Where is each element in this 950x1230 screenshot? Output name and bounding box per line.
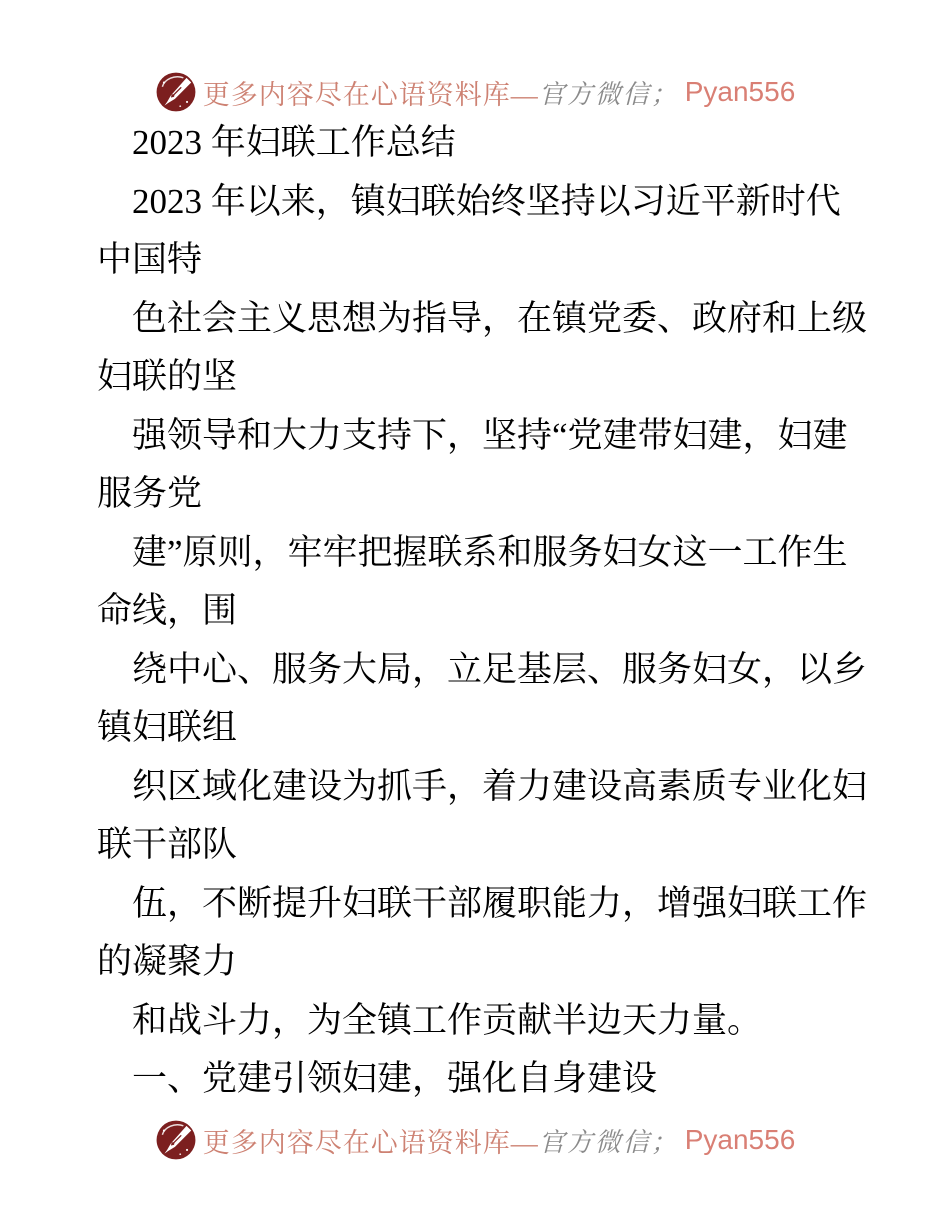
fountain-pen-seal-icon — [155, 71, 197, 113]
watermark-wechat-label: 官方微信； — [538, 1127, 679, 1157]
text-line: 色社会主义思想为指导，在镇党委、政府和上级 — [132, 298, 868, 338]
text-line: 妇联的坚 — [97, 357, 238, 396]
text-line: 2023 年妇联工作总结 — [132, 123, 456, 162]
text-line: 伍，不断提升妇联干部履职能力，增强妇联工作 — [132, 883, 868, 923]
text-line: 织区域化建设为抓手，着力建设高素质专业化妇 — [132, 766, 868, 806]
text-line: 镇妇联组 — [97, 708, 238, 747]
text-line: 的凝聚力 — [97, 942, 238, 981]
text-line: 和战斗力，为全镇工作贡献半边天力量。 — [132, 1000, 763, 1040]
text-line: 一、党建引领妇建，强化自身建设 — [132, 1059, 658, 1098]
watermark-wechat-id: Pyan556 — [684, 1124, 796, 1155]
text-line: 中国特 — [97, 240, 203, 279]
text-line: 服务党 — [97, 474, 203, 513]
text-line: 建”原则，牢牢把握联系和服务妇女这一工作生 — [132, 532, 848, 572]
watermark-wechat-label: 官方微信； — [538, 79, 679, 109]
fountain-pen-seal-icon — [155, 1119, 197, 1161]
text-line: 联干部队 — [97, 825, 238, 864]
text-line: 命线，围 — [97, 591, 238, 630]
text-line: 强领导和大力支持下，坚持“党建带妇建，妇建 — [132, 415, 848, 455]
watermark-wechat-id: Pyan556 — [684, 76, 796, 107]
text-line: 2023 年以来，镇妇联始终坚持以习近平新时代 — [132, 181, 841, 221]
header-watermark — [0, 66, 950, 118]
document-body — [97, 114, 869, 1109]
watermark-main-text: 更多内容尽在心语资料库— — [202, 1127, 539, 1158]
footer-watermark — [0, 1114, 950, 1166]
watermark-main-text: 更多内容尽在心语资料库— — [202, 79, 539, 110]
text-line: 绕中心、服务大局，立足基层、服务妇女，以乡 — [132, 649, 868, 689]
